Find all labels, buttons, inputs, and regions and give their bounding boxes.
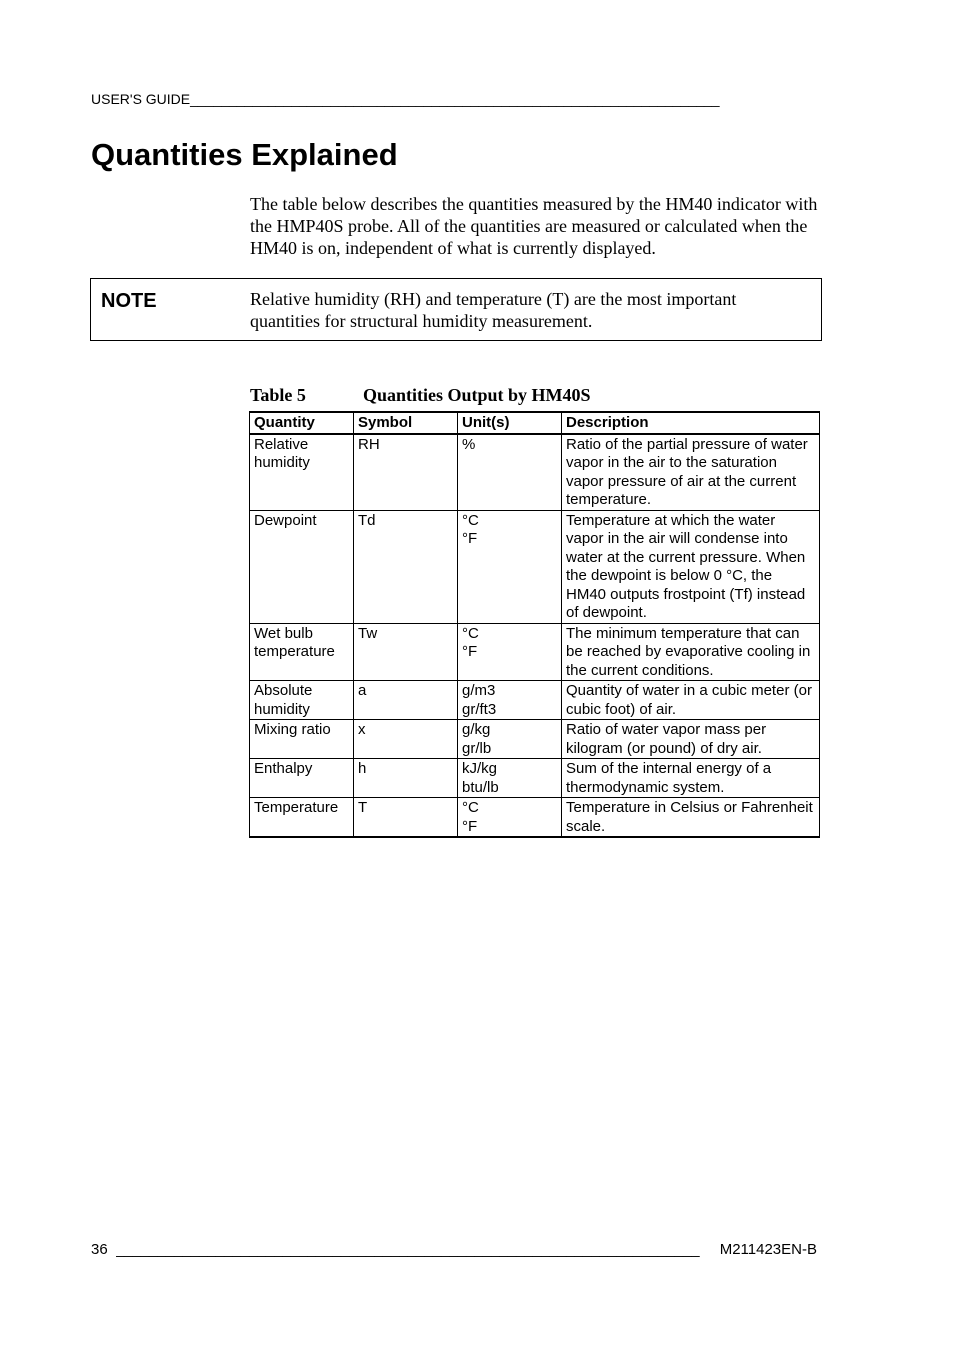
cell-quantity: Enthalpy	[250, 759, 354, 798]
column-header-quantity: Quantity	[250, 412, 354, 434]
table-row	[250, 510, 820, 623]
cell-symbol: h	[354, 759, 458, 798]
cell-description: Ratio of water vapor mass per kilogram (or pound) of dry air.	[562, 720, 820, 759]
table-row	[250, 434, 820, 511]
quantities-table	[249, 411, 820, 838]
table-row	[250, 681, 820, 720]
cell-symbol: T	[354, 798, 458, 838]
cell-quantity: Relative humidity	[250, 434, 354, 511]
page-title: Quantities Explained	[91, 137, 398, 172]
page-footer	[91, 1241, 817, 1258]
intro-paragraph: The table below describes the quantities measured by the HM40 indicator with the HMP40S probe. All of the quantities are measured or calculated when the HM40 is on, independent of what is currently displayed.	[250, 194, 818, 258]
note-box	[90, 278, 822, 341]
cell-description: Temperature in Celsius or Fahrenheit scale.	[562, 798, 820, 838]
cell-quantity: Mixing ratio	[250, 720, 354, 759]
cell-units: g/m3 gr/ft3	[458, 681, 562, 720]
table-caption	[250, 385, 591, 406]
cell-quantity: Wet bulb temperature	[250, 623, 354, 681]
column-header-units: Unit(s)	[458, 412, 562, 434]
header-rule: ____________________________________________________________________	[190, 91, 720, 107]
cell-quantity: Temperature	[250, 798, 354, 838]
note-text: Relative humidity (RH) and temperature (T) are the most important quantities for structural humidity measurement.	[250, 289, 737, 331]
table-row	[250, 623, 820, 681]
cell-symbol: Tw	[354, 623, 458, 681]
note-label: NOTE	[101, 290, 157, 312]
cell-description: Ratio of the partial pressure of water vapor in the air to the saturation vapor pressure of air at the current temperature.	[562, 434, 820, 511]
header-label: USER'S GUIDE	[91, 91, 191, 107]
cell-units: kJ/kg btu/lb	[458, 759, 562, 798]
table-header-row	[250, 412, 820, 434]
cell-description: The minimum temperature that can be reached by evaporative cooling in the current conditions.	[562, 623, 820, 681]
cell-units: °C °F	[458, 510, 562, 623]
cell-units: %	[458, 434, 562, 511]
cell-quantity: Dewpoint	[250, 510, 354, 623]
table-row	[250, 759, 820, 798]
footer-rule: ______________________________________________________________________	[115, 1241, 700, 1258]
running-header	[91, 91, 813, 107]
table-row	[250, 798, 820, 838]
page-number: 36	[91, 1241, 108, 1258]
table-caption-title: Quantities Output by HM40S	[363, 385, 591, 405]
cell-symbol: RH	[354, 434, 458, 511]
cell-description: Temperature at which the water vapor in the air will condense into water at the current pressure. When the dewpoint is below 0 °C, the HM40 outputs frostpoint (Tf) instead of dewpoint.	[562, 510, 820, 623]
cell-units: °C °F	[458, 623, 562, 681]
cell-description: Sum of the internal energy of a thermodynamic system.	[562, 759, 820, 798]
cell-quantity: Absolute humidity	[250, 681, 354, 720]
column-header-symbol: Symbol	[354, 412, 458, 434]
cell-symbol: a	[354, 681, 458, 720]
table-row	[250, 720, 820, 759]
cell-symbol: x	[354, 720, 458, 759]
document-code: M211423EN-B	[719, 1241, 817, 1258]
table-caption-number: Table 5	[250, 385, 306, 405]
column-header-description: Description	[562, 412, 820, 434]
cell-description: Quantity of water in a cubic meter (or cubic foot) of air.	[562, 681, 820, 720]
cell-units: g/kg gr/lb	[458, 720, 562, 759]
cell-units: °C °F	[458, 798, 562, 838]
cell-symbol: Td	[354, 510, 458, 623]
